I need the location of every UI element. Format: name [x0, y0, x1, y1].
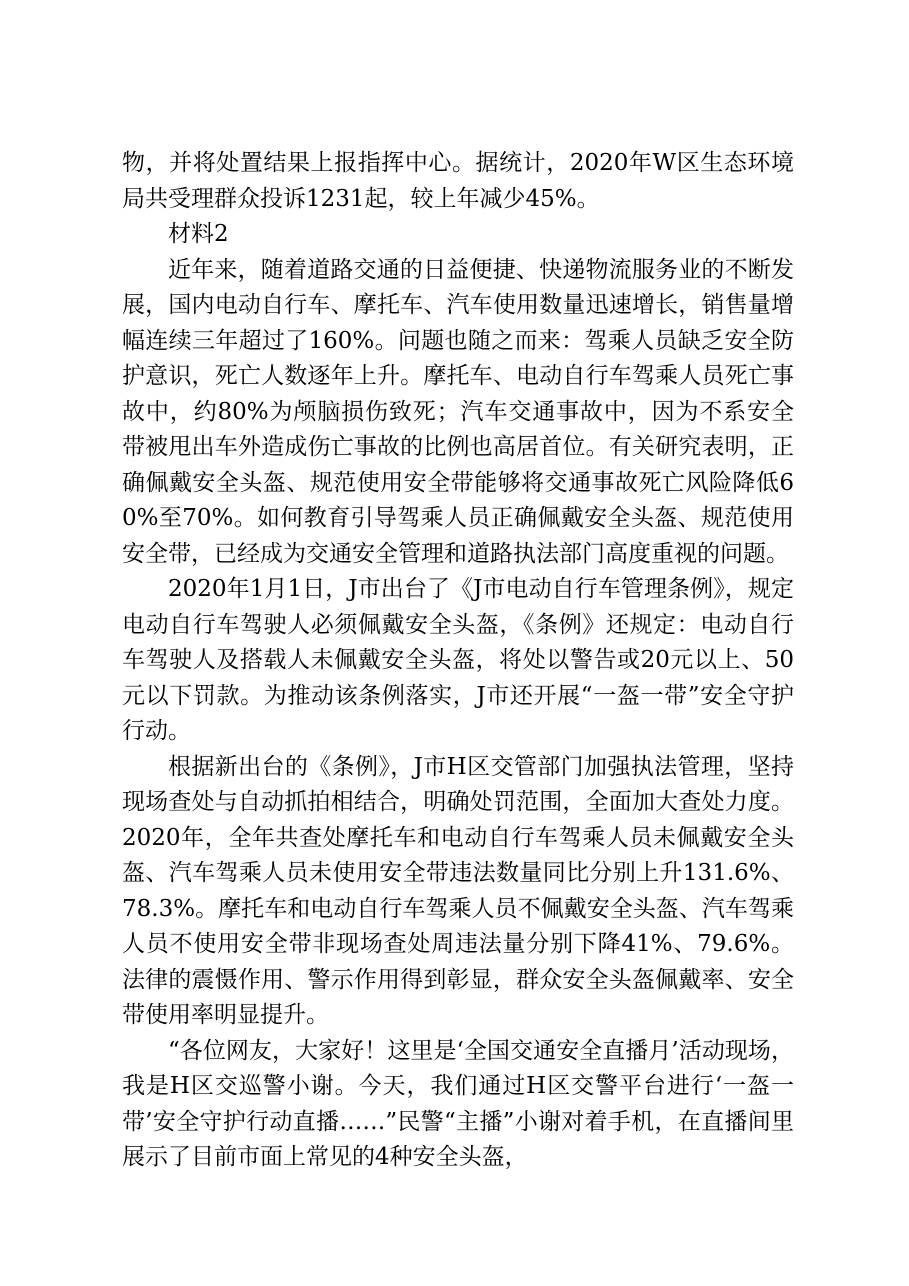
paragraph-livestream: “各位网友，大家好！这里是‘全国交通安全直播月’活动现场，我是H区交巡警小谢。今天，我们通过H区交警平台进行‘一盔一带’安全守护行动直播……”民警“主播”小谢对着手机，在直播间里展示了目前市面上常见的4种安全头盔，	[122, 1037, 794, 1170]
paragraph-enforcement: 根据新出台的《条例》，J市H区交管部门加强执法管理，坚持现场查处与自动抓拍相结合，明确处罚范围，全面加大查处力度。2020年，全年共查处摩托车和电动自行车驾乘人员未佩戴安全头盔、汽车驾乘人员未使用安全带违法数量同比分别上升131.6%、78.3%。摩托车和电动自行车驾乘人员不佩戴安全头盔、汽车驾乘人员不使用安全带非现场查处周违法量分别下降41%、79.6%。法律的震慑作用、警示作用得到彰显，群众安全头盔佩戴率、安全带使用率明显提升。	[122, 753, 794, 1028]
material-heading: 材料2	[168, 221, 229, 247]
paragraph-background: 近年来，随着道路交通的日益便捷、快递物流服务业的不断发展，国内电动自行车、摩托车、汽车使用数量迅速增长，销售量增幅连续三年超过了160%。问题也随之而来：驾乘人员缺乏安全防护意识，死亡人数逐年上升。摩托车、电动自行车驾乘人员死亡事故中，约80%为颅脑损伤致死；汽车交通事故中，因为不系安全带被甩出车外造成伤亡事故的比例也高居首位。有关研究表明，正确佩戴安全头盔、规范使用安全带能够将交通事故死亡风险降低60%至70%。如何教育引导驾乘人员正确佩戴安全头盔、规范使用安全带，已经成为交通安全管理和道路执法部门高度重视的问题。	[122, 256, 794, 567]
paragraph-continuation: 物，并将处置结果上报指挥中心。据统计，2020年W区生态环境局共受理群众投诉1231起，较上年减少45%。	[122, 150, 794, 212]
paragraph-regulation: 2020年1月1日，J市出台了《J市电动自行车管理条例》，规定电动自行车驾驶人必须佩戴安全头盔，《条例》还规定：电动自行车驾驶人及搭载人未佩戴安全头盔，将处以警告或20元以上、50元以下罚款。为推动该条例落实，J市还开展“一盔一带”安全守护行动。	[122, 576, 794, 744]
document-body	[122, 146, 794, 1176]
